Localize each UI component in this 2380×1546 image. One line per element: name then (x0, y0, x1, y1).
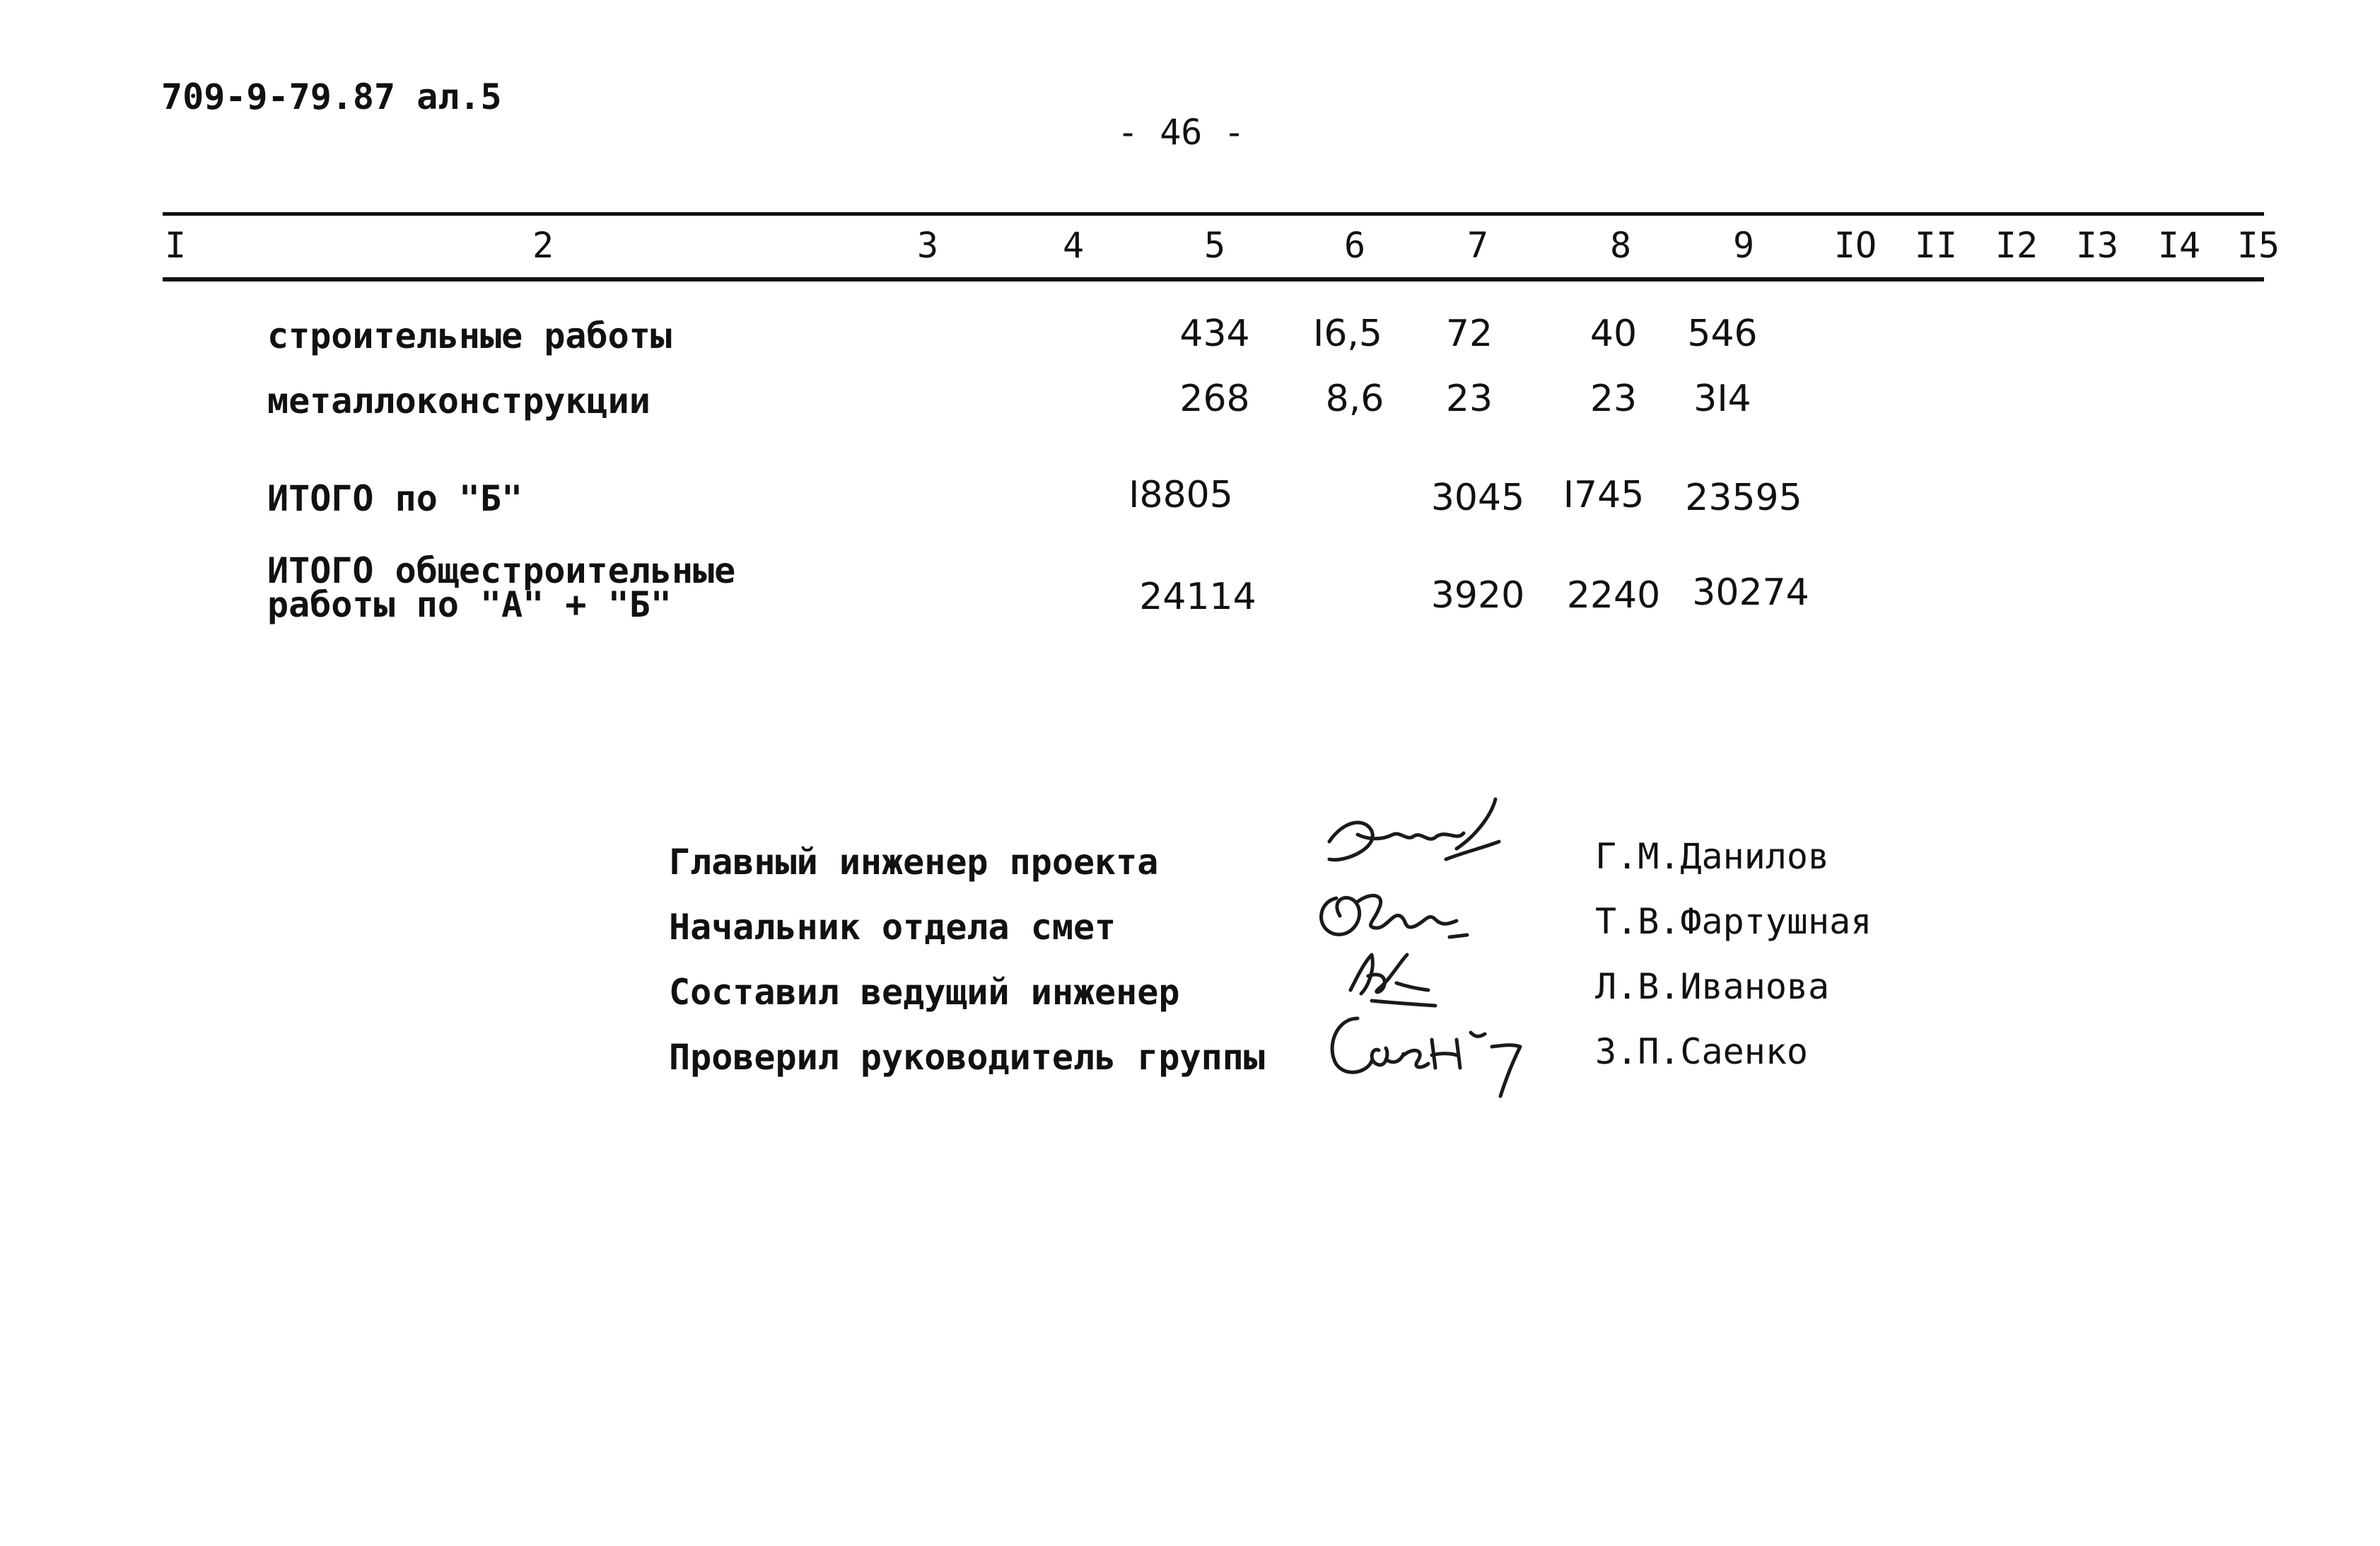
row-label: строительные работы (267, 315, 672, 356)
row-value-col5: 434 (1179, 313, 1250, 355)
row-value-col9: 23595 (1685, 477, 1802, 519)
row-value-col7: 23 (1445, 378, 1493, 420)
signatory-role: Составил ведущий инженер (669, 972, 1180, 1013)
row-label: металлоконструкции (267, 380, 651, 422)
row-value-col7: 72 (1445, 313, 1493, 355)
column-header-8: 8 (1609, 225, 1632, 266)
row-value-col7: 3920 (1430, 574, 1525, 617)
column-header-5: 5 (1203, 225, 1226, 266)
column-header-15: I5 (2236, 225, 2280, 266)
column-header-9: 9 (1732, 225, 1755, 266)
column-header-11: II (1914, 225, 1958, 266)
row-value-col8: 40 (1589, 313, 1638, 355)
table-header-rule (163, 277, 2264, 281)
row-label-line1: ИТОГО общестроительные (267, 550, 736, 591)
row-value-col5: I8805 (1128, 474, 1233, 516)
column-header-14: I4 (2157, 225, 2201, 266)
column-header-6: 6 (1343, 225, 1366, 266)
column-header-12: I2 (1995, 225, 2038, 266)
column-header-10: IO (1833, 225, 1877, 266)
column-header-3: 3 (916, 225, 939, 266)
row-value-col8: 2240 (1566, 574, 1661, 617)
signatory-role: Начальник отдела смет (669, 907, 1116, 948)
row-value-col7: 3045 (1430, 477, 1525, 519)
column-header-2: 2 (532, 225, 554, 266)
row-value-col6: 8,6 (1325, 378, 1384, 420)
row-value-col8: 23 (1589, 378, 1638, 420)
signatory-name: Л.В.Иванова (1595, 966, 1830, 1007)
row-value-col5: 268 (1179, 378, 1250, 420)
row-label: ИТОГО по "Б" (267, 478, 523, 519)
row-value-col9: 3I4 (1693, 378, 1751, 420)
row-value-col9: 30274 (1692, 571, 1809, 614)
table-top-rule (163, 212, 2264, 216)
page-number: - 46 - (1117, 112, 1245, 153)
signatory-name: Т.В.Фартушная (1595, 901, 1872, 942)
signature-saenko-icon (1315, 997, 1541, 1103)
document-code: 709-9-79.87 ал.5 (161, 76, 502, 117)
signatory-role: Главный инженер проекта (669, 842, 1159, 883)
row-value-col5: 24114 (1139, 576, 1256, 618)
signature-danilov-icon (1315, 792, 1513, 884)
row-value-col8: I745 (1563, 474, 1645, 516)
row-label-line2: работы по "А" + "Б" (267, 584, 672, 625)
signatory-role: Проверил руководитель группы (669, 1037, 1265, 1078)
column-header-1: I (164, 225, 187, 266)
column-header-7: 7 (1466, 225, 1489, 266)
column-header-13: I3 (2075, 225, 2119, 266)
signatory-name: Г.М.Данилов (1595, 836, 1830, 877)
column-header-4: 4 (1062, 225, 1085, 266)
row-value-col6: I6,5 (1312, 313, 1383, 355)
row-value-col9: 546 (1687, 313, 1758, 355)
signatory-name: З.П.Саенко (1595, 1031, 1809, 1072)
